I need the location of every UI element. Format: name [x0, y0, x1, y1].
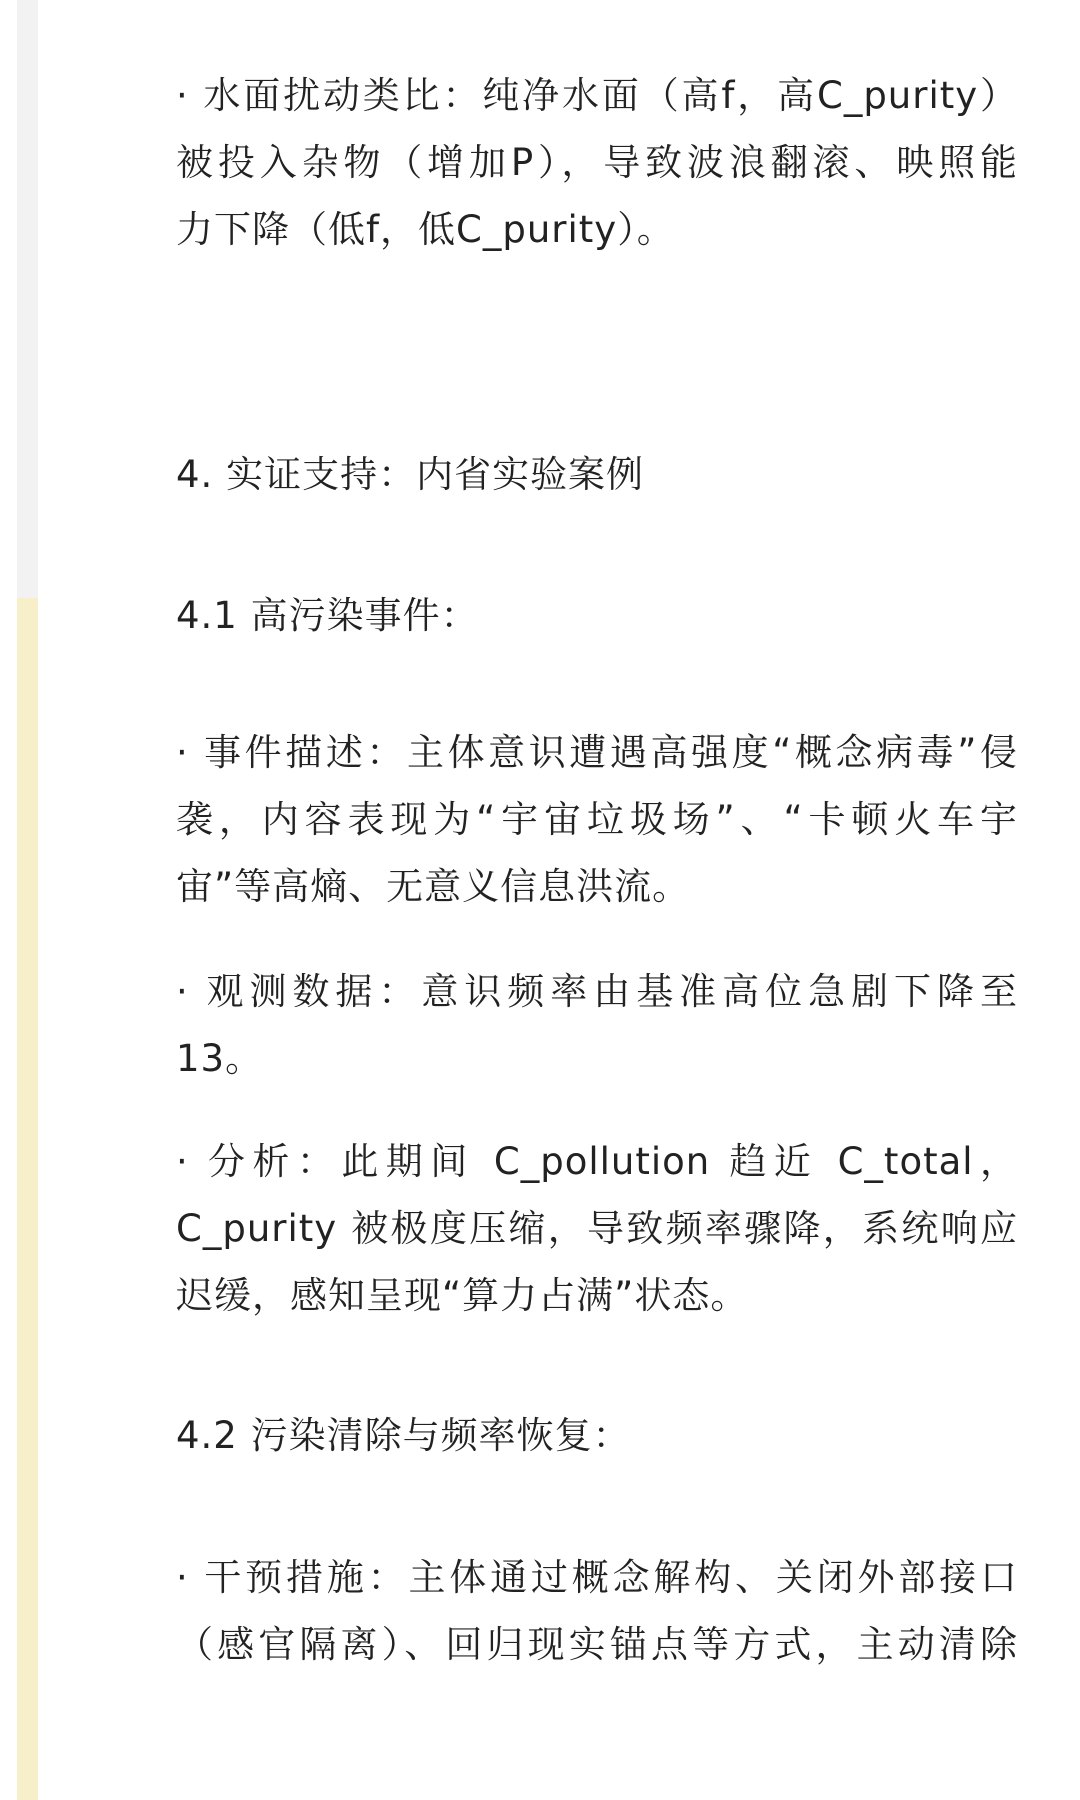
left-gutter-highlight	[17, 598, 38, 1800]
paragraph-analysis-line-2: C_purity 被极度压缩，导致频率骤降，系统响应	[176, 1207, 1018, 1250]
paragraph-analysis-line-3: 迟缓，感知呈现“算力占满”状态。	[176, 1274, 749, 1317]
paragraph-observation-line-2: 13。	[176, 1037, 264, 1080]
paragraph-observation-line-1: · 观测数据：意识频率由基准高位急剧下降至	[176, 970, 1018, 1013]
paragraph-water-analogy-line-3: 力下降（低f，低C_purity）。	[176, 208, 675, 251]
paragraph-analysis-line-1: · 分析：此期间 C_pollution 趋近 C_total，	[176, 1140, 1018, 1183]
section-heading-4: 4. 实证支持：内省实验案例	[176, 453, 645, 496]
paragraph-event-description-line-2: 袭，内容表现为“宇宙垃圾场”、“卡顿火车宇	[176, 798, 1018, 841]
paragraph-event-description-line-1: · 事件描述：主体意识遭遇高强度“概念病毒”侵	[176, 731, 1018, 774]
paragraph-event-description-line-3: 宙”等高熵、无意义信息洪流。	[176, 865, 691, 908]
subsection-heading-4-1: 4.1 高污染事件：	[176, 594, 479, 637]
paragraph-intervention-line-2: （感官隔离）、回归现实锚点等方式，主动清除	[176, 1623, 1018, 1666]
left-gutter-top	[17, 0, 38, 598]
subsection-heading-4-2: 4.2 污染清除与频率恢复：	[176, 1414, 631, 1457]
paragraph-water-analogy-line-1: · 水面扰动类比：纯净水面（高f，高C_purity）	[176, 74, 1018, 117]
paragraph-intervention-line-1: · 干预措施：主体通过概念解构、关闭外部接口	[176, 1556, 1018, 1599]
paragraph-water-analogy-line-2: 被投入杂物（增加P），导致波浪翻滚、映照能	[176, 141, 1018, 184]
